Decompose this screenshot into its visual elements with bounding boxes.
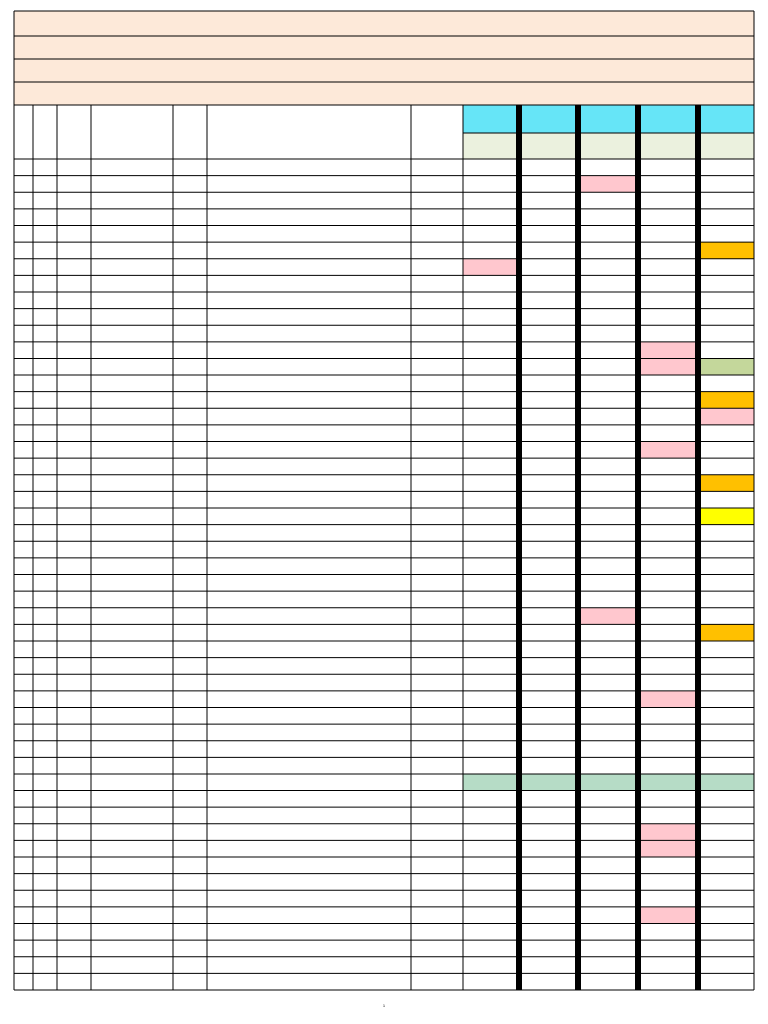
highlight-cell	[638, 342, 698, 359]
thick-separator	[575, 105, 581, 990]
title-band	[14, 82, 754, 105]
highlight-cell	[698, 408, 754, 425]
highlight-cell	[638, 442, 698, 459]
highlight-cell	[698, 242, 754, 259]
highlight-cell	[698, 774, 754, 791]
tracker-header-top	[578, 105, 638, 133]
page-number: 1	[382, 1003, 386, 1008]
highlight-cell	[698, 508, 754, 525]
tracker-header-sub	[638, 133, 698, 159]
tracker-header-top	[638, 105, 698, 133]
highlight-cell	[638, 907, 698, 924]
header-row	[463, 105, 754, 159]
highlight-cell	[519, 774, 578, 791]
tracker-header-sub	[578, 133, 638, 159]
highlight-cell	[638, 774, 698, 791]
thick-separator	[635, 105, 641, 990]
tracker-header-top	[519, 105, 578, 133]
highlight-cell	[638, 358, 698, 375]
highlight-cell	[698, 358, 754, 375]
tracker-header-top	[463, 105, 519, 133]
highlight-cell	[578, 608, 638, 625]
highlight-cell	[463, 774, 519, 791]
thick-separator	[516, 105, 522, 990]
highlight-cell	[698, 475, 754, 492]
tracker-header-sub	[698, 133, 754, 159]
highlighted-cells	[463, 176, 754, 924]
tracker-header-sub	[519, 133, 578, 159]
highlight-cell	[698, 624, 754, 641]
title-bands	[14, 11, 754, 105]
highlight-cell	[698, 392, 754, 409]
highlight-cell	[638, 691, 698, 708]
title-band	[14, 59, 754, 82]
highlight-cell	[463, 259, 519, 276]
tracker-header-sub	[463, 133, 519, 159]
highlight-cell	[638, 840, 698, 857]
highlight-cell	[578, 176, 638, 193]
thick-separator	[695, 105, 701, 990]
title-band	[14, 11, 754, 36]
highlight-cell	[578, 774, 638, 791]
tracker-header-top	[698, 105, 754, 133]
highlight-cell	[638, 824, 698, 841]
title-band	[14, 36, 754, 59]
